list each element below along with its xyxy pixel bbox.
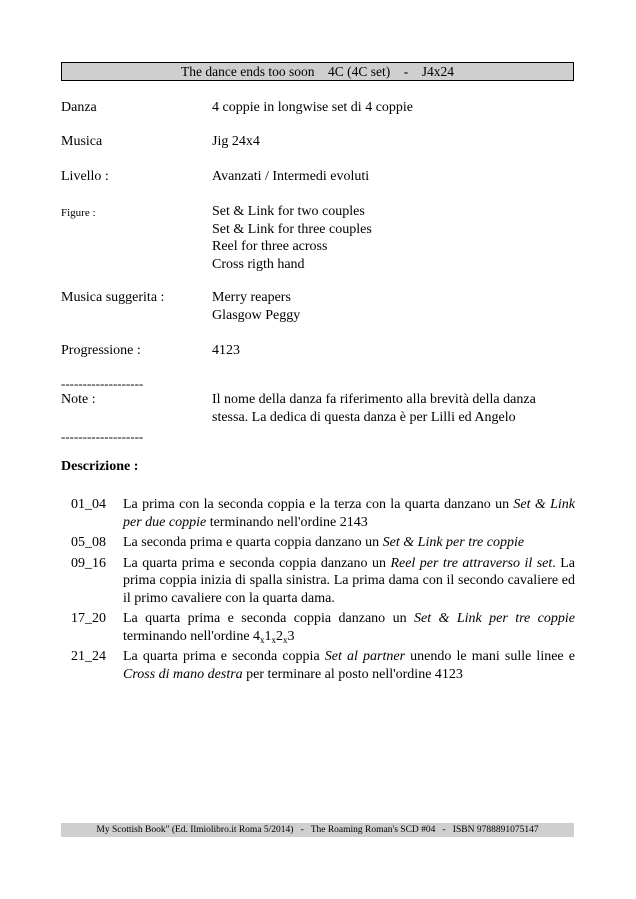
figure-text: per terminare al posto nell'ordine 4123 <box>242 666 463 682</box>
figure-text: La seconda prima e quarta coppia danzano un <box>123 535 383 550</box>
figure-text: La prima con la seconda coppia e la terza con la quarta danzano un <box>123 497 514 512</box>
figure-bars: 01_04 <box>71 497 106 512</box>
figure-text: terminando nell'ordine 4 <box>123 628 261 644</box>
figure-text: 1 <box>264 628 272 644</box>
field-label: Musica <box>61 134 103 149</box>
field-value-line: 4 coppie in longwise set di 4 coppie <box>212 100 414 115</box>
page-footer: My Scottish Book" (Ed. Ilmiolibro.it Roma 5/2014) - The Roaming Roman's SCD #04 - ISBN 9788891075147 <box>61 823 574 837</box>
figure-text: x <box>260 634 265 645</box>
figure-bars: 05_08 <box>71 535 106 550</box>
field-value-line: Merry reapers <box>212 290 291 305</box>
figure-text: La quarta prima e seconda coppia <box>123 649 325 664</box>
field-value-line: Set & Link for three couples <box>212 221 372 237</box>
figure-text: x <box>271 634 277 645</box>
field-label: Figure : <box>61 207 96 219</box>
field-label: Progressione : <box>61 343 141 358</box>
figure-row <box>61 534 575 552</box>
field-value-line: Avanzati / Intermedi evoluti <box>212 169 370 184</box>
field-label: Danza <box>61 100 97 115</box>
figure-text: . La prima coppia inizia di spalla sinistra. La prima dama con il secondo cavaliere ed il primo cavaliere con la quarta dama. <box>123 555 576 606</box>
figure-description <box>123 534 575 552</box>
figure-text: terminando nell'ordine 2143 <box>206 514 368 530</box>
field-value-line: Set & Link for two couples <box>212 204 365 219</box>
field-value <box>212 168 369 186</box>
field-value <box>212 203 372 273</box>
note-text: Il nome della danza fa riferimento alla brevità della danza stessa. La dedica di questa danza è per Lilli ed Angelo <box>212 392 536 425</box>
dance-title-bar: The dance ends too soon 4C (4C set) - J4x24 <box>61 62 574 81</box>
figure-text: La quarta prima e seconda coppia danzano un <box>123 555 391 571</box>
field-value <box>212 289 300 324</box>
figure-description <box>123 555 575 608</box>
field-label: Musica suggerita : <box>61 290 165 305</box>
figure-bars: 09_16 <box>71 555 106 571</box>
figure-row <box>61 610 575 645</box>
figure-row <box>61 648 575 683</box>
figure-row <box>61 555 575 608</box>
figure-description <box>123 496 575 531</box>
figure-text: x <box>283 634 288 645</box>
figure-row <box>61 496 575 531</box>
figure-list <box>61 496 575 686</box>
note-divider-top: ------------------- <box>61 376 144 391</box>
figure-term: Set al partner <box>324 649 406 664</box>
description-heading: Descrizione : <box>61 459 139 474</box>
figure-description <box>123 648 575 683</box>
field-value <box>212 99 413 117</box>
figure-bars: 17_20 <box>71 611 106 626</box>
field-value <box>212 133 260 151</box>
field-label: Livello : <box>61 169 109 184</box>
figure-term: Reel per tre attraverso il set <box>390 555 553 571</box>
field-value-line: Glasgow Peggy <box>212 307 301 323</box>
figure-description <box>123 610 575 645</box>
field-value <box>212 342 240 360</box>
field-value-line: Jig 24x4 <box>212 134 260 149</box>
field-value-line: Reel for three across <box>212 239 328 254</box>
figure-term: Set & Link per tre coppie <box>382 535 525 550</box>
figure-text: La quarta prima e seconda coppia danzano un <box>123 611 414 626</box>
figure-term: Set & Link per due coppie <box>123 497 575 530</box>
figure-term: Cross di mano destra <box>123 666 243 682</box>
figure-text: 3 <box>287 628 295 644</box>
note-label: Note : <box>61 392 96 407</box>
field-value-line: 4123 <box>212 343 240 358</box>
figure-text: unendo le mani sulle linee e <box>405 649 575 664</box>
note-divider-bottom: ------------------- <box>61 429 144 444</box>
figure-term: Set & Link per tre coppie <box>414 611 575 626</box>
field-value-line: Cross rigth hand <box>212 256 305 272</box>
figure-bars: 21_24 <box>71 649 106 664</box>
figure-text: 2 <box>276 628 284 644</box>
